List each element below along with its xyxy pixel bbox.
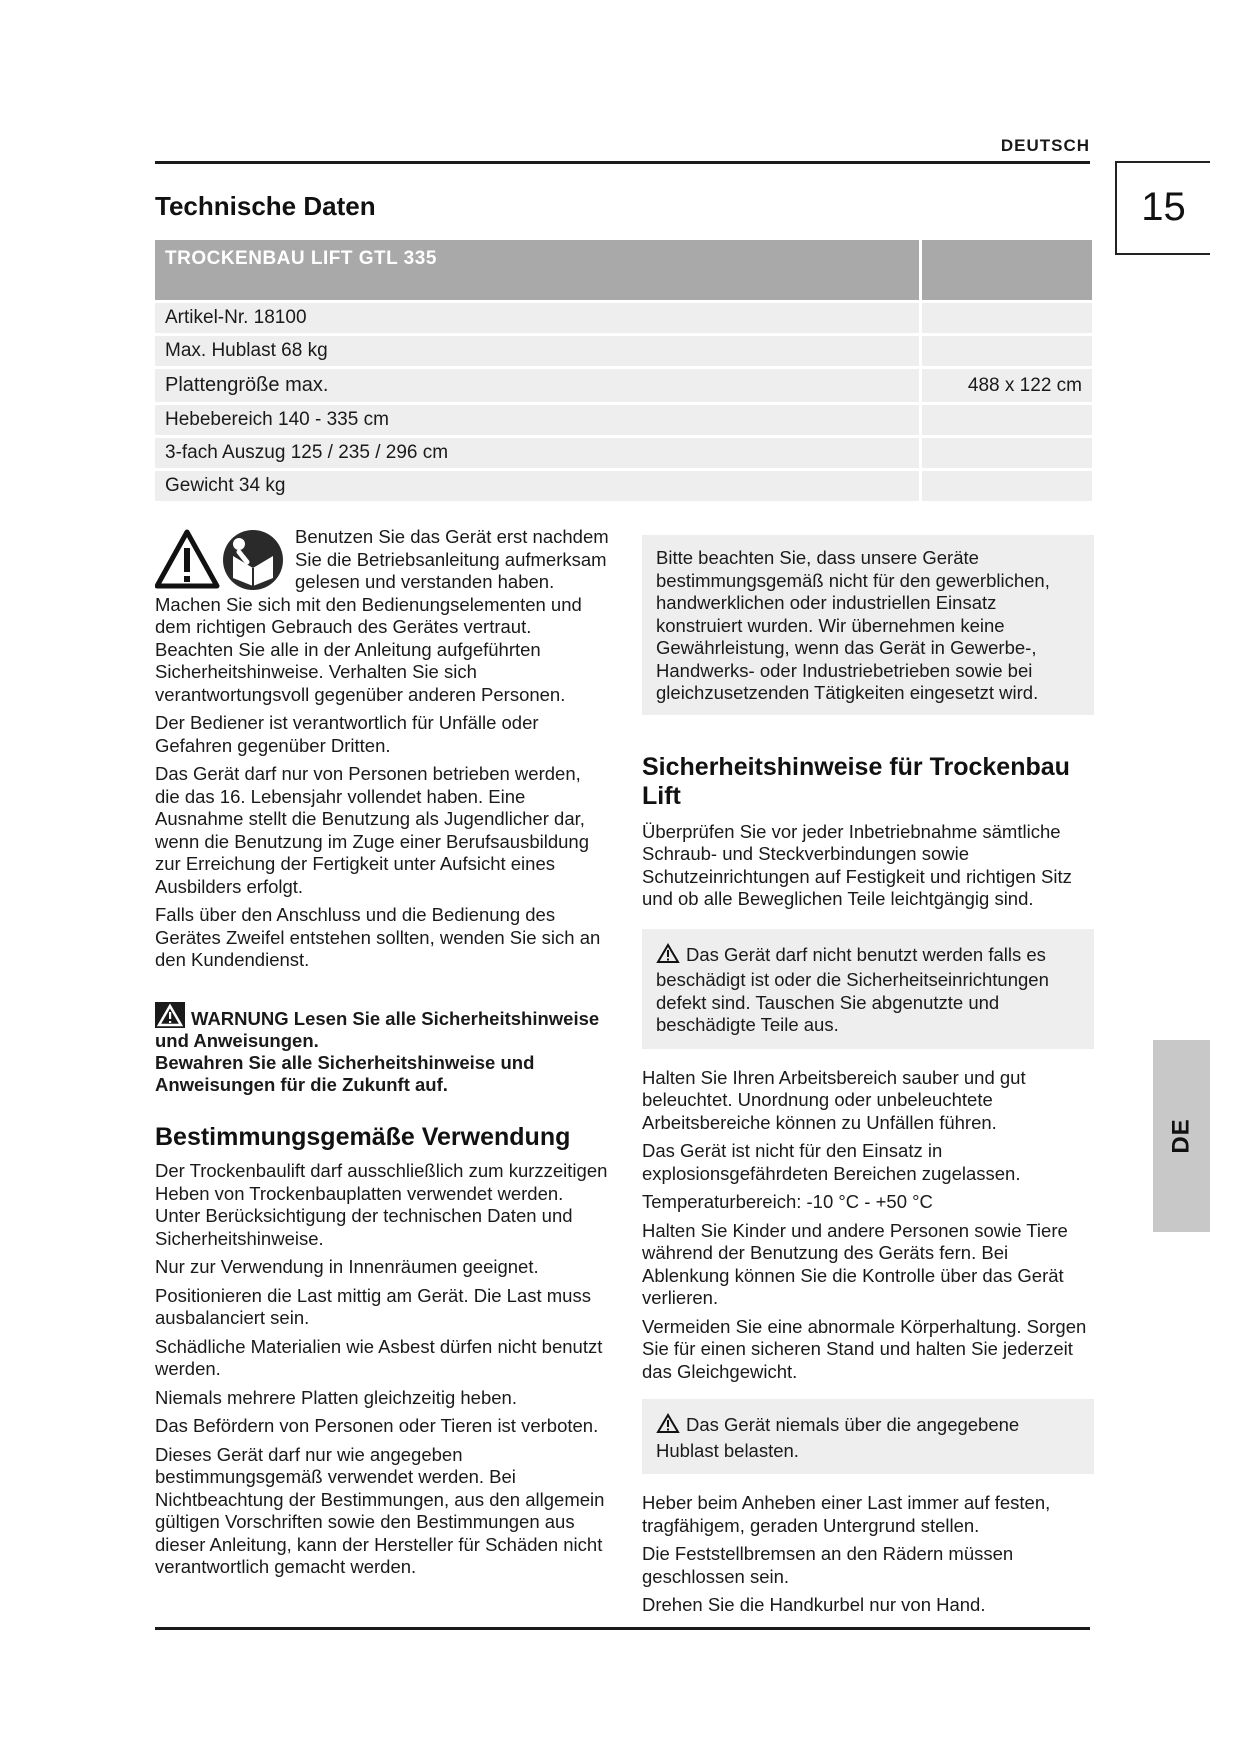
table-row bbox=[155, 405, 1092, 438]
customer-service-note: Falls über den Anschluss und die Bedienung des Gerätes Zweifel entstehen sollten, wenden Sie sich an den Kundendienst. bbox=[155, 904, 601, 970]
spec-value bbox=[919, 336, 1092, 369]
spec-value bbox=[919, 303, 1092, 336]
intro-block bbox=[155, 526, 610, 706]
spec-value bbox=[919, 438, 1092, 471]
spec-value bbox=[919, 471, 1092, 504]
safety-title: Sicherheitshinweise für Trockenbau Lift bbox=[642, 752, 1070, 810]
safety-paragraph: Das Gerät ist nicht für den Einsatz in explosionsgefährdeten Bereichen zugelassen. bbox=[642, 1140, 1021, 1184]
spec-value bbox=[919, 405, 1092, 438]
safety-paragraph: Drehen Sie die Handkurbel nur von Hand. bbox=[642, 1594, 986, 1615]
usage-item: Niemals mehrere Platten gleichzeitig heben. bbox=[155, 1386, 517, 1408]
usage-item: Der Trockenbaulift darf ausschließlich zum kurzzeitigen Heben von Trockenbauplatten verwendet werden. Unter Berücksichtigung der technischen Daten und Sicherheitshinweise. bbox=[155, 1160, 608, 1249]
usage-item: Das Befördern von Personen oder Tieren ist verboten. bbox=[155, 1415, 599, 1436]
footer-rule bbox=[155, 1627, 1090, 1630]
usage-item: Schädliche Materialien wie Asbest dürfen nicht benutzt werden. bbox=[155, 1335, 603, 1379]
spec-label: 3-fach Auszug 125 / 235 / 296 cm bbox=[155, 438, 919, 471]
table-row bbox=[155, 369, 1092, 405]
warning-label: WARNUNG bbox=[191, 1007, 289, 1029]
warning-block bbox=[155, 1002, 610, 1096]
language-label: DEUTSCH bbox=[1000, 136, 1090, 155]
safety-paragraph: Halten Sie Kinder und andere Personen sowie Tiere während der Benutzung des Geräts fern. Bei Ablenkung können Sie die Kontrolle über das Gerät verlieren. bbox=[642, 1219, 1068, 1308]
safety-paragraph: Heber beim Anheben einer Last immer auf festen, tragfähigem, geraden Untergrund stellen. bbox=[642, 1492, 1051, 1536]
warning-text: Das Gerät niemals über die angegebene Hublast belasten. bbox=[656, 1414, 1020, 1461]
temperature-range: Temperaturbereich: -10 °C - +50 °C bbox=[642, 1191, 933, 1212]
notice-text: Bitte beachten Sie, dass unsere Geräte bestimmungsgemäß nicht für den gewerblichen, handwerklichen oder industriellen Einsatz konstruiert wurden. Wir übernehmen keine Gewährleistung, wenn das Gerät in Gewerbe-, Handwerks- oder Industriebetrieben sowie bei gleichzusetzenden Tätigkeiten eingesetzt wird. bbox=[656, 547, 1050, 703]
usage-item: Nur zur Verwendung in Innenräumen geeignet. bbox=[155, 1256, 539, 1277]
spec-label: Max. Hublast 68 kg bbox=[155, 336, 919, 369]
intro-icons bbox=[155, 528, 285, 590]
warning-triangle-icon bbox=[656, 943, 680, 970]
language-side-tab bbox=[1153, 1040, 1210, 1232]
table-row bbox=[155, 303, 1092, 336]
warning-line-2: Bewahren Sie alle Sicherheitshinweise und Anweisungen für die Zukunft auf. bbox=[155, 1051, 535, 1095]
page-number: 15 bbox=[1115, 161, 1210, 255]
tech-spec-table bbox=[155, 240, 1092, 504]
table-row bbox=[155, 336, 1092, 369]
warning-triangle-icon bbox=[656, 1413, 680, 1440]
safety-paragraph: Die Feststellbremsen an den Rädern müssen geschlossen sein. bbox=[642, 1543, 1014, 1587]
operator-responsibility: Der Bediener ist verantwortlich für Unfälle oder Gefahren gegenüber Dritten. bbox=[155, 712, 539, 756]
usage-title: Bestimmungsgemäße Verwendung bbox=[155, 1122, 571, 1151]
table-header-row bbox=[155, 240, 1092, 303]
warning-box-load bbox=[642, 1399, 1094, 1474]
spec-label: Gewicht 34 kg bbox=[155, 471, 919, 504]
spec-label: Artikel-Nr. 18100 bbox=[155, 303, 919, 336]
spec-label: Plattengröße max. bbox=[155, 369, 919, 405]
left-column bbox=[155, 526, 610, 1585]
intro-text: Benutzen Sie das Gerät erst nachdem Sie die Betriebsanleitung aufmerksam gelesen und verstanden haben. Machen Sie sich mit den Bedienungselementen und dem richtigen Gebrauch des Gerätes vertraut. Beachten Sie alle in der Anleitung aufgeführten Sicherheitshinweise. Verhalten Sie sich verantwortungsvoll gegenüber anderen Personen. bbox=[155, 526, 609, 705]
safety-paragraph: Vermeiden Sie eine abnormale Körperhaltung. Sorgen Sie für einen sicheren Stand und halten Sie jederzeit das Gleichgewicht. bbox=[642, 1315, 1087, 1382]
safety-paragraph: Überprüfen Sie vor jeder Inbetriebnahme sämtliche Schraub- und Steckverbindungen sowie Schutzeinrichtungen auf Festigkeit und richtigen Sitz und ob alle Beweglichen Teile leichtgängig sind. bbox=[642, 820, 1072, 909]
warning-box-damaged bbox=[642, 929, 1094, 1049]
side-tab-label: DE bbox=[1167, 1118, 1195, 1154]
usage-item: Positionieren die Last mittig am Gerät. Die Last muss ausbalanciert sein. bbox=[155, 1284, 591, 1328]
warning-text: Das Gerät darf nicht benutzt werden falls es beschädigt ist oder die Sicherheitseinrichtungen defekt sind. Tauschen Sie abgenutzte und beschädigte Teile aus. bbox=[656, 943, 1049, 1035]
tech-data-title: Technische Daten bbox=[155, 191, 376, 221]
commercial-use-notice bbox=[642, 535, 1094, 715]
spec-label: Hebebereich 140 - 335 cm bbox=[155, 405, 919, 438]
header-rule bbox=[155, 161, 1090, 164]
table-row bbox=[155, 471, 1092, 504]
safety-paragraph: Halten Sie Ihren Arbeitsbereich sauber und gut beleuchtet. Unordnung oder unbeleuchtete Arbeitsbereiche können zu Unfällen führen. bbox=[642, 1066, 1026, 1133]
warning-badge-icon bbox=[155, 1002, 185, 1028]
spec-value: 488 x 122 cm bbox=[919, 369, 1092, 405]
warning-line-1: Lesen Sie alle Sicherheitshinweise und Anweisungen. bbox=[155, 1007, 600, 1051]
age-requirement: Das Gerät darf nur von Personen betrieben werden, die das 16. Lebensjahr vollendet haben. Eine Ausnahme stellt die Benutzung als Jugendlicher dar, wenn die Benutzung im Zuge einer Berufsausbildung zur Erreichung der Fertigkeit unter Aufsicht eines Ausbilders erfolgt. bbox=[155, 763, 590, 897]
warning-triangle-icon bbox=[155, 528, 285, 590]
usage-item: Dieses Gerät darf nur wie angegeben bestimmungsgemäß verwendet werden. Bei Nichtbeachtung der Bestimmungen, aus den allgemein gültigen Vorschriften sowie den Bestimmungen aus dieser Anleitung, kann der Hersteller für Schäden nicht verantwortlich gemacht werden. bbox=[155, 1443, 605, 1577]
right-column bbox=[642, 535, 1094, 1623]
product-name: TROCKENBAU LIFT GTL 335 bbox=[155, 240, 919, 303]
table-row bbox=[155, 438, 1092, 471]
